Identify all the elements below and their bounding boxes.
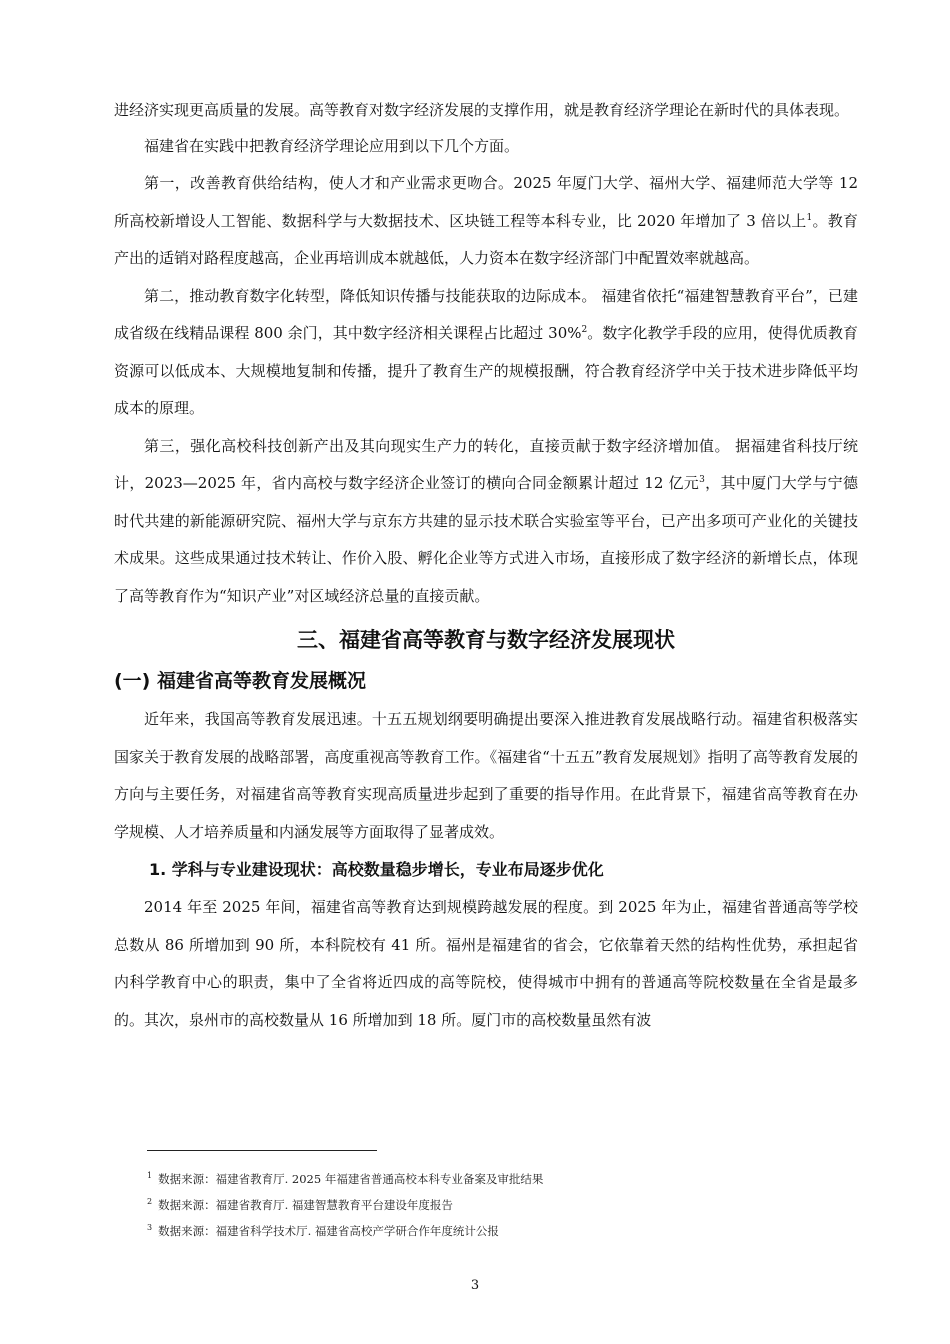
footnote-ref-1[interactable]: 1 [806,212,813,223]
footnote-ref-2[interactable]: 2 [581,325,588,335]
paragraph-overview: 福建省在实践中把教育经济学理论应用到以下几个方面。 [144,136,520,155]
footnote-mark: 2 [147,1197,153,1207]
paragraph-text: 第二，推动教育数字化转型，降低知识传播与技能获取的边际成本。 福建省依托“福建智慧教育平台”，已建成省级在线精品课程 800 余门，其中数字经济相关课程占比超过 30% [114,286,858,342]
footnote-3 [147,1218,847,1244]
section-heading: 三、福建省高等教育与数字经济发展现状 [297,628,675,652]
footnotes [147,1166,847,1244]
paragraph-text: 第三，强化高校科技创新产出及其向现实生产力的转化，直接贡献于数字经济增加值。 据福建省科技厅统计，2023—2025 年，省内高校与数字经济企业签订的横向合同金额累计超过 12 亿元 [114,436,858,492]
footnote-text: 数据来源：福建省教育厅. 福建智慧教育平台建设年度报告 [158,1198,453,1212]
paragraph-intro: 近年来，我国高等教育发展迅速。十五五规划纲要明确提出要深入推进教育发展战略行动。福建省积极落实国家关于教育发展的战略部署，高度重视高等教育工作。《福建省“十五五”教育发展规划》指明了高等教育发展的方向与主要任务，对福建省高等教育实现高质量进步起到了重要的指导作用。在此背景下，福建省高等教育在办学规模、人才培养质量和内涵发展等方面取得了显著成效。 [114,710,858,841]
paragraph-text-after: ，其中厦门大学与宁德时代共建的新能源研究院、福州大学与京东方共建的显示技术联合实验室等平台，已产出多项可产业化的关键技术成果。这些成果通过技术转让、作价入股、孵化企业等方式进入市场，直接形成了数字经济的新增长点，体现了高等教育作为“知识产业”对区域经济总量的直接贡献。 [114,474,858,605]
footnote-ref-3[interactable]: 3 [699,475,705,485]
footnote-1 [147,1166,847,1192]
paragraph-text: 第一，改善教育供给结构，使人才和产业需求更吻合。2025 年厦门大学、福州大学、福建师范大学等 12 所高校新增设人工智能、数据科学与大数据技术、区块链工程等本科专业，比 2020 年增加了 3 倍以上 [114,174,858,230]
paragraph-item: 2014 年至 2025 年间，福建省高等教育达到规模跨越发展的程度。到 2025 年为止，福建省普通高等学校总数从 86 所增加到 90 所，本科院校有 41 所。福州是福建省的省会，它依靠着天然的结构性优势，承担起省内科学教育中心的职责，集中了全省将近四成的高等院校，使得城市中拥有的普通高等院校数量在全省是最多的。其次，泉州市的高校数量从 16 所增加到 18 所。厦门市的高校数量虽然有波 [114,898,858,1029]
subsection-heading: (一) 福建省高等教育发展概况 [114,670,366,692]
footnote-mark: 1 [147,1171,153,1181]
paragraph-continuation: 进经济实现更高质量的发展。高等教育对数字经济发展的支撑作用，就是教育经济学理论在新时代的具体表现。 [114,101,850,119]
paragraph-text-after: 。教育产出的适销对路程度越高，企业再培训成本就越低，人力资本在数字经济部门中配置效率就越高。 [114,211,858,267]
footnote-text: 数据来源：福建省教育厅. 2025 年福建省普通高校本科专业备案及审批结果 [158,1172,544,1186]
paragraph-second-point [114,278,858,428]
paragraph-third-point [114,428,858,616]
footnote-2 [147,1192,847,1218]
footnote-mark: 3 [147,1223,153,1233]
body-content [114,94,858,1039]
item-heading: 1. 学科与专业建设现状：高校数量稳步增长，专业布局逐步优化 [149,860,604,879]
paragraph-first-point [114,165,858,278]
paragraph-text-after: 。数字化教学手段的应用，使得优质教育资源可以低成本、大规模地复制和传播，提升了教育生产的规模报酬，符合教育经济学中关于技术进步降低平均成本的原理。 [114,324,858,417]
footnote-divider [147,1150,377,1151]
footnote-text: 数据来源：福建省科学技术厅. 福建省高校产学研合作年度统计公报 [158,1224,499,1238]
page-number: 3 [470,1278,480,1293]
